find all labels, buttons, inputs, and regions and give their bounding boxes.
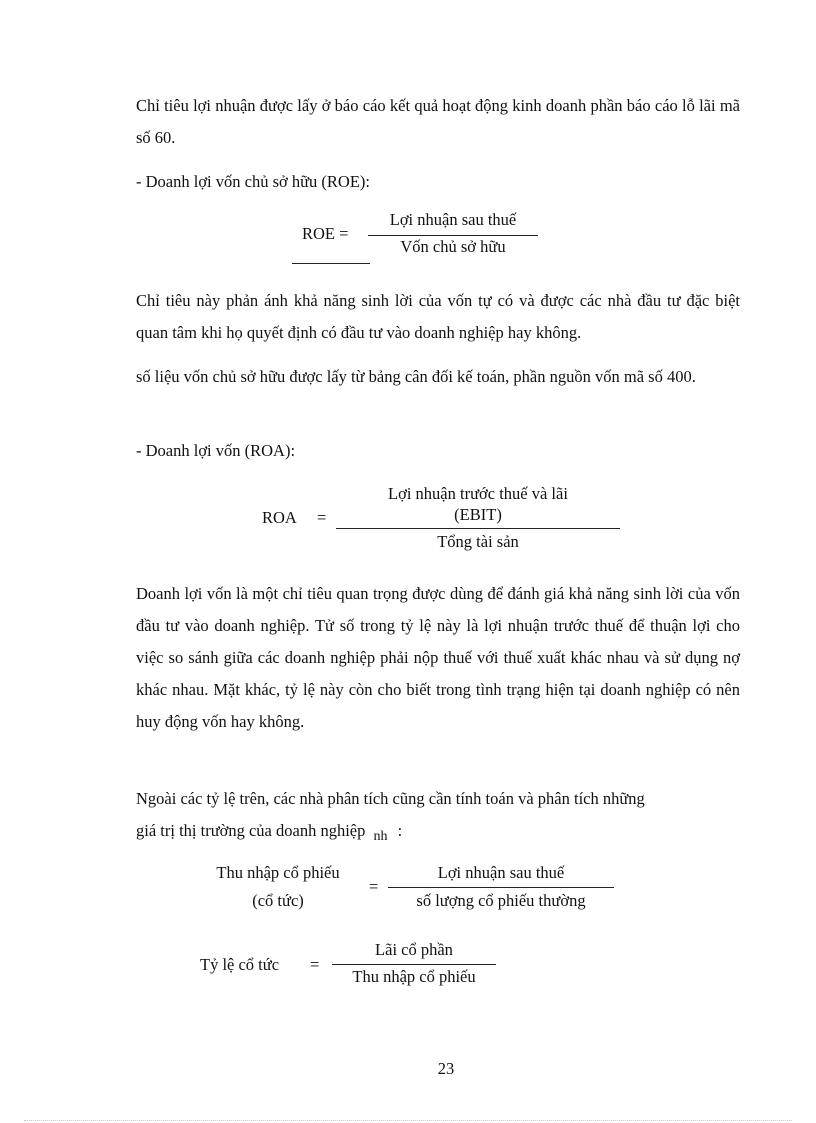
paragraph-profit-source: Chỉ tiêu lợi nhuận được lấy ở báo cáo kết quả hoạt động kinh doanh phần báo cáo lỗ lãi mã số 60. xyxy=(136,96,740,147)
roe-numerator: Lợi nhuận sau thuế xyxy=(389,210,517,229)
roa-denominator: Tổng tài sản xyxy=(437,532,519,551)
payout-denominator: Thu nhập cổ phiếu xyxy=(352,967,476,986)
roa-numerator-line1: Lợi nhuận trước thuế và lãi xyxy=(388,484,568,503)
roe-label: ROE = xyxy=(302,224,349,243)
roe-underline xyxy=(292,263,370,264)
roa-heading: - Doanh lợi vốn (ROA): xyxy=(136,441,296,460)
eps-label-line1: Thu nhập cổ phiếu xyxy=(216,863,340,882)
paragraph-roe-explanation: Chỉ tiêu này phản ánh khả năng sinh lời của vốn tự có và được các nhà đầu tư đặc biệt quan tâm khi họ quyết định có đầu tư vào doanh nghiệp hay không. xyxy=(136,291,740,342)
paragraph-market-values-line2 xyxy=(136,821,402,843)
roe-heading: - Doanh lợi vốn chủ sở hữu (ROE): xyxy=(136,172,370,191)
paragraph-roa-explanation: Doanh lợi vốn là một chỉ tiêu quan trọng được dùng để đánh giá khả năng sinh lời của vốn đầu tư vào doanh nghiệp. Tử số trong tỷ lệ này là lợi nhuận trước thuế để thuận lợi cho việc so sánh giữa các doanh nghiệp phải nộp thuế với thuế xuất khác nhau và sử dụng nợ khác nhau. Mặt khác, tỷ lệ này còn cho biết trong tình trạng hiện tại doanh nghiệp có nên huy động vốn hay không. xyxy=(136,584,740,731)
roa-equals: = xyxy=(317,508,327,527)
eps-numerator: Lợi nhuận sau thuế xyxy=(437,863,565,882)
paragraph-market-values-line1: Ngoài các tỷ lệ trên, các nhà phân tích cũng cần tính toán và phân tích những xyxy=(136,789,645,808)
roe-fraction-bar xyxy=(368,235,538,236)
market-values-colon: : xyxy=(397,821,403,840)
market-values-subscript: nh xyxy=(373,829,388,844)
eps-denominator: số lượng cổ phiếu thường xyxy=(416,891,586,910)
payout-label: Tỷ lệ cổ tức xyxy=(200,955,280,974)
paragraph-equity-source: số liệu vốn chủ sở hữu được lấy từ bảng cân đối kế toán, phần nguồn vốn mã số 400. xyxy=(136,367,696,386)
payout-fraction-bar xyxy=(332,964,496,965)
roe-denominator: Vốn chủ sở hữu xyxy=(400,237,506,256)
roa-fraction-bar xyxy=(336,528,620,529)
eps-equals: = xyxy=(369,877,379,896)
payout-numerator: Lãi cổ phần xyxy=(375,940,453,959)
page-number: 23 xyxy=(437,1059,455,1078)
roa-label: ROA xyxy=(262,508,297,527)
page-bottom-divider xyxy=(24,1120,792,1121)
payout-equals: = xyxy=(310,955,320,974)
eps-fraction-bar xyxy=(388,887,614,888)
market-values-text: giá trị thị trường của doanh nghiệp xyxy=(136,821,366,840)
roa-numerator-line2: (EBIT) xyxy=(454,505,502,524)
eps-label-line2: (cổ tức) xyxy=(252,891,304,910)
